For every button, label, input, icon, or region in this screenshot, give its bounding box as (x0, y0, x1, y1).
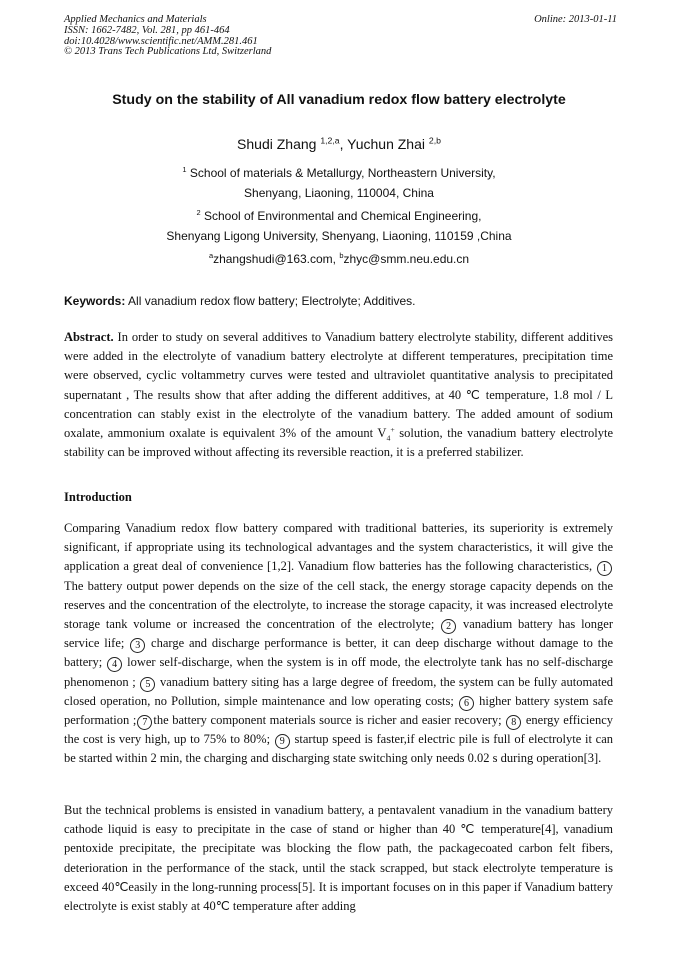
circled-number-5: 5 (140, 677, 155, 692)
vanadium-subscript: 4 (386, 433, 391, 443)
affiliation-2 (0, 207, 678, 246)
email-b-marker: b (339, 251, 344, 260)
abstract-label: Abstract. (64, 330, 114, 344)
author-line (0, 136, 678, 152)
abstract (64, 328, 613, 462)
keywords-label: Keywords: (64, 294, 126, 308)
journal-header (64, 15, 617, 58)
online-date: Online: 2013-01-11 (534, 14, 617, 25)
vanadium-superscript: + (390, 424, 395, 434)
paper-title: Study on the stability of All vanadium redox flow battery electrolyte (112, 92, 566, 108)
intro-text: The battery output power depends on the size of the cell stack, the energy storage capacity depends on the reserves and the concentration of the electrolyte, to increase the storage capacity, it was increased electrolyte storage tank volume or increased the concentration of the electrolyte; (64, 578, 613, 632)
author-1-affiliation: 1,2,a (320, 135, 340, 146)
affiliation-1-number: 1 (182, 165, 187, 174)
author-1-name: Shudi Zhang (237, 136, 317, 152)
circled-number-7: 7 (137, 715, 152, 730)
circled-number-6: 6 (459, 696, 474, 711)
intro-text: higher battery system safe performation ; (64, 693, 614, 728)
email-a: zhangshudi@163.com, (213, 252, 340, 266)
intro-text: vanadium battery siting has a large degree of freedom, the system can be fully automated closed operation, no Pollution, simple maintenance and low operating costs; (64, 674, 613, 708)
introduction-paragraph-2: But the technical problems is ensisted in vanadium battery, a pentavalent vanadium in the vanadium battery cathode liquid is easy to precipitate in the case of stand or higher than 40 ℃ temperature[4], vanadium pentoxide precipitate, the precipitate was blocking the flow path, the packagecoated carbon felt fibers, deterioration in the performance of the stack, until the stack scrapped, but stack electrolyte temperature is exceed 40℃easily in the long-running process[5]. It is important focuses on in this paper if Vanadium battery electrolyte is exist stably at 40℃ temperature after adding (64, 803, 613, 914)
affiliation-2-text: School of Environmental and Chemical Engineering, (203, 209, 482, 223)
email-line (0, 250, 678, 270)
intro-text: Comparing Vanadium redox flow battery compared with traditional batteries, its superiority is extremely significant, if appropriate using its technological advantages and the system characteristics, it will give the application a great deal of convenience [1,2]. Vanadium flow batteries has the following characteristics, (64, 521, 613, 574)
author-2-affiliation: 2,b (428, 135, 441, 146)
email-b: zhyc@smm.neu.edu.cn (343, 252, 470, 266)
circled-number-1: 1 (597, 561, 612, 576)
intro-text: startup speed is faster,if electric pile is full of electrolyte it can be started within 2 min, the charging and discharging state switching only needs 0.02 s during operation[3]. (64, 732, 613, 766)
circled-number-4: 4 (107, 657, 122, 672)
abstract-text-1: In order to study on several additives to Vanadium battery electrolyte stability, different additives were added in the electrolyte of vanadium battery electrolyte at different temperatures, precipitation time were observed, cyclic voltammetry curves were tested and ultraviolet quantitative analysis to precipitated supernatant , The results show that after adding the different additives, at 40 ℃ temperature, 1.8 mol / L concentration can stably exist in the electrolyte of the vanadium battery. The added amount of sodium oxalate, ammonium oxalate is equivalent 3% of the amount V (64, 330, 613, 441)
affiliation-1-line1 (0, 164, 678, 184)
author-separator: , (339, 136, 348, 152)
circled-number-9: 9 (275, 734, 290, 749)
abstract-text-2: solution, the vanadium battery electrolyte stability can be improved without affecting its reversible reaction, it is a preferred stabilizer. (64, 426, 613, 460)
circled-number-2: 2 (441, 619, 456, 634)
circled-number-8: 8 (506, 715, 521, 730)
issn-line: ISSN: 1662-7482, Vol. 281, pp 461-464 (64, 24, 230, 36)
intro-text: energy efficiency the cost is very high, up to 75% to 80%; (64, 713, 613, 747)
email-a-marker: a (208, 251, 214, 260)
intro-text: the battery component materials source is richer and easier recovery; (153, 713, 506, 728)
doi-line: doi:10.4028/www.scientific.net/AMM.281.461 (64, 35, 258, 47)
keywords (64, 294, 624, 308)
affiliation-2-line2: Shenyang Ligong University, Shenyang, Liaoning, 110159 ,China (166, 228, 512, 243)
intro-text: charge and discharge performance is better, it can deep discharge without damage to the battery; (64, 636, 613, 670)
introduction-paragraph-1 (64, 519, 613, 769)
affiliation-2-line1 (0, 207, 678, 227)
affiliation-1-text: School of materials & Metallurgy, Northeastern University, (189, 166, 496, 180)
affiliation-1 (0, 164, 678, 203)
intro-text: vanadium battery has longer service life; (64, 617, 613, 651)
intro-text: lower self-discharge, when the system is in off mode, the electrolyte tank has no self-discharge phenomenon ; (64, 655, 613, 689)
affiliation-1-line2: Shenyang, Liaoning, 110004, China (244, 185, 434, 200)
journal-name: Applied Mechanics and Materials (64, 14, 207, 25)
introduction-heading: Introduction (64, 490, 132, 504)
author-2-name: Yuchun Zhai (347, 136, 425, 152)
circled-number-3: 3 (130, 638, 145, 653)
keywords-text: All vanadium redox flow battery; Electrolyte; Additives. (125, 294, 416, 308)
affiliation-2-number: 2 (196, 208, 201, 217)
copyright-line: © 2013 Trans Tech Publications Ltd, Switzerland (64, 46, 272, 58)
